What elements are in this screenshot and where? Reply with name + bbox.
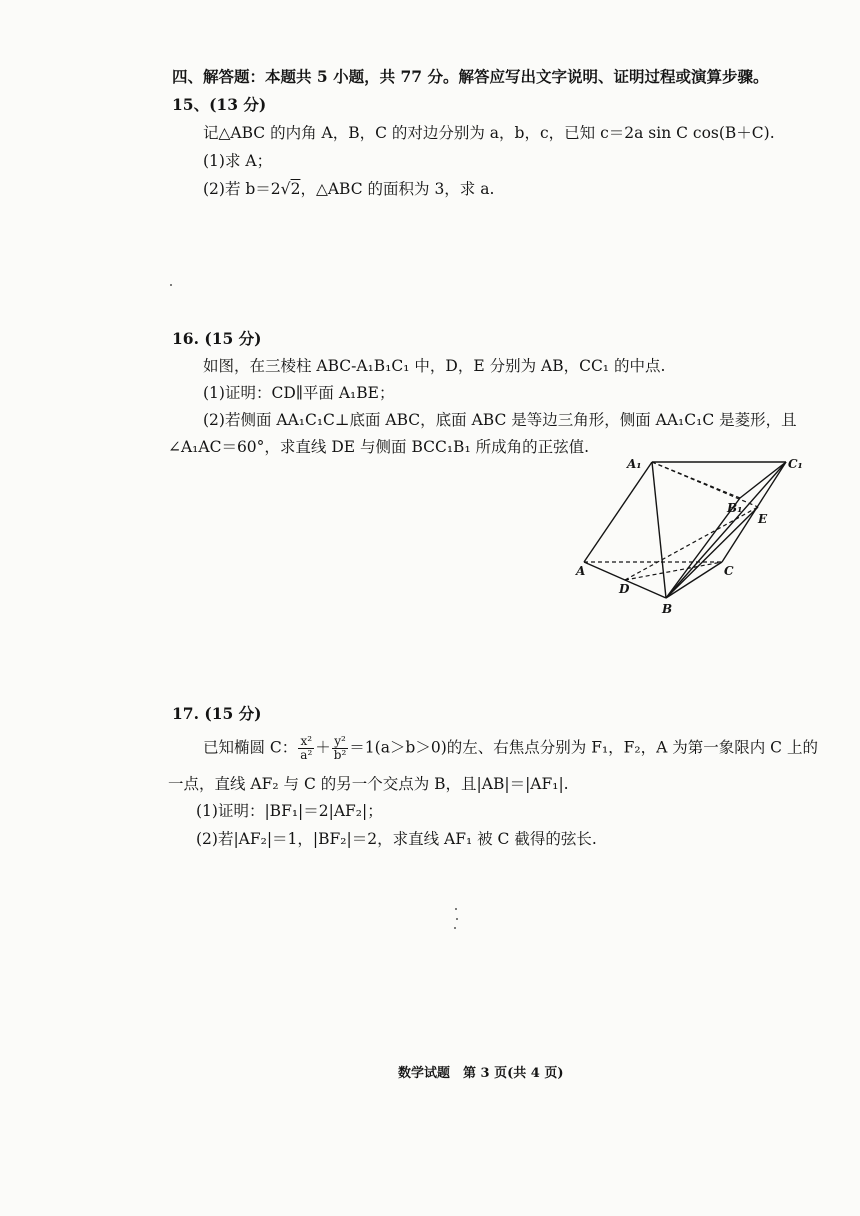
label-b: B xyxy=(662,602,673,616)
q17-part2: (2)若|AF₂|＝1，|BF₂|＝2，求直线 AF₁ 被 C 截得的弦长. xyxy=(196,830,597,848)
edge-b1c1 xyxy=(740,462,786,498)
q15-part1: (1)求 A； xyxy=(203,152,273,170)
scan-speck xyxy=(170,284,172,286)
label-a: A xyxy=(576,564,586,578)
q15-stem: 记△ABC 的内角 A，B，C 的对边分别为 a，b，c，已知 c＝2a sin C cos(B＋C). xyxy=(203,124,775,142)
q17-part1: (1)证明：|BF₁|＝2|AF₂|； xyxy=(196,802,383,820)
sqrt-sign: √ xyxy=(280,180,291,198)
q15-part2-radicand: 2 xyxy=(290,180,301,198)
fraction-y2-over-b2 xyxy=(332,735,349,762)
q16-heading: 16. (15 分) xyxy=(172,329,262,348)
scan-speck xyxy=(454,927,456,929)
q17-stem-post: ＝1(a＞b＞0)的左、右焦点分别为 F₁，F₂，A 为第一象限内 C 上的 xyxy=(349,738,818,757)
q17-stem-line2: 一点，直线 AF₂ 与 C 的另一个交点为 B，且|AB|＝|AF₁|. xyxy=(168,775,569,793)
q15-part2 xyxy=(203,178,494,200)
plus-sign: ＋ xyxy=(315,738,331,757)
frac2-numerator: y² xyxy=(332,735,349,749)
q17-heading: 17. (15 分) xyxy=(172,704,262,723)
scan-speck xyxy=(456,918,458,920)
label-c1: C₁ xyxy=(788,457,803,471)
label-a1: A₁ xyxy=(627,457,642,471)
q16-part1: (1)证明：CD∥平面 A₁BE； xyxy=(203,384,395,402)
fraction-x2-over-a2 xyxy=(298,735,314,762)
q15-part2-post: ，△ABC 的面积为 3，求 a. xyxy=(300,180,495,198)
frac1-denominator: a² xyxy=(300,748,313,762)
q16-part2-line1: (2)若侧面 AA₁C₁C⊥底面 ABC，底面 ABC 是等边三角形，侧面 AA₁C₁C 是菱形，且 xyxy=(203,411,797,429)
q16-stem: 如图，在三棱柱 ABC-A₁B₁C₁ 中，D，E 分别为 AB，CC₁ 的中点. xyxy=(203,357,666,375)
label-e: E xyxy=(758,512,768,526)
q17-stem-pre: 已知椭圆 C： xyxy=(203,738,298,757)
prism-figure xyxy=(560,448,810,624)
label-d: D xyxy=(619,582,630,596)
label-b1: B₁ xyxy=(727,501,743,515)
segment-eb xyxy=(666,507,758,598)
q17-stem xyxy=(203,735,818,762)
frac1-numerator: x² xyxy=(298,735,314,749)
edge-a1a xyxy=(584,462,652,562)
page-footer: 数学试题 第 3 页(共 4 页) xyxy=(398,1066,564,1081)
frac2-denominator: b² xyxy=(333,748,347,762)
scan-speck xyxy=(455,908,457,910)
q16-part2-line2: ∠A₁AC＝60°，求直线 DE 与侧面 BCC₁B₁ 所成角的正弦值. xyxy=(168,438,590,456)
section-header: 四、解答题：本题共 5 小题，共 77 分。解答应写出文字说明、证明过程或演算步骤。 xyxy=(172,67,769,86)
q15-part2-pre: (2)若 b＝2 xyxy=(203,180,281,198)
edge-a1b xyxy=(652,462,666,598)
label-c: C xyxy=(724,564,734,578)
q15-heading: 15、(13 分) xyxy=(172,95,267,114)
